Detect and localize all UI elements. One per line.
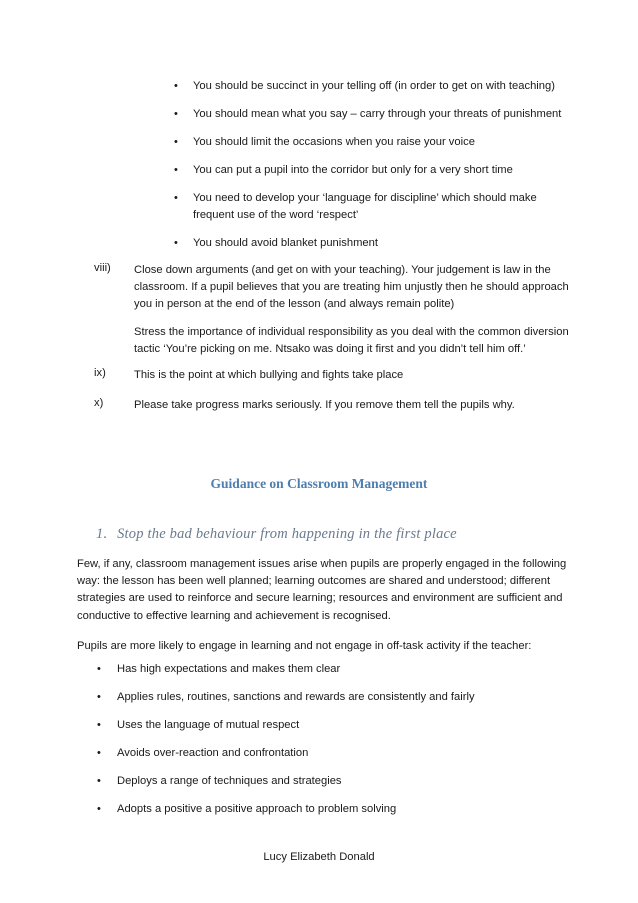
list-item: • Has high expectations and makes them clear — [97, 661, 567, 678]
bullet-icon: • — [97, 663, 101, 675]
list-item: • Applies rules, routines, sanctions and rewards are consistently and fairly — [97, 689, 567, 706]
bullet-icon: • — [97, 747, 101, 759]
roman-paragraph: Close down arguments (and get on with your teaching). Your judgement is law in the classroom. If a pupil believes that you are treating him unjustly then he should approach you in person at the end of the lesson (and always remain polite) — [134, 264, 569, 310]
roman-item-text: Please take progress marks seriously. If you remove them tell the pupils why. — [134, 399, 515, 411]
roman-numeral: x) — [94, 397, 104, 409]
list-item: • Adopts a positive a positive approach to problem solving — [97, 801, 567, 818]
roman-item-viii — [94, 262, 574, 369]
roman-item-text — [134, 262, 574, 358]
roman-item-x — [94, 397, 574, 414]
bullet-icon: • — [174, 192, 178, 204]
list-item: • You should mean what you say – carry through your threats of punishment — [174, 106, 574, 123]
list-item: • You should avoid blanket punishment — [174, 235, 574, 252]
bullet-icon: • — [97, 719, 101, 731]
discipline-bullet-list — [174, 78, 574, 263]
roman-numeral: viii) — [94, 262, 111, 274]
bullet-icon: • — [97, 803, 101, 815]
page-footer: Lucy Elizabeth Donald — [263, 851, 375, 863]
roman-item-text: This is the point at which bullying and fights take place — [134, 369, 404, 381]
list-item: • You need to develop your ‘language for discipline’ which should make frequent use of the word ‘respect’ — [174, 192, 537, 221]
section-title: Stop the bad behaviour from happening in the first place — [117, 526, 457, 542]
bullet-icon: • — [174, 108, 178, 120]
roman-numeral: ix) — [94, 367, 106, 379]
roman-item-ix — [94, 367, 574, 384]
bullet-icon: • — [174, 237, 178, 249]
list-item: • Uses the language of mutual respect — [97, 717, 567, 734]
body-paragraph: Few, if any, classroom management issues arise when pupils are properly engaged in the following way: the lesson has been well planned; learning outcomes are shared and understood; different strategies are used to reinforce and secure learning; resources and environment are sufficient and conductive to effective learning and achievement is recognised. — [77, 558, 567, 622]
list-item: • Deploys a range of techniques and strategies — [97, 773, 567, 790]
bullet-icon: • — [174, 164, 178, 176]
roman-paragraph: Stress the importance of individual responsibility as you deal with the common diversion tactic ‘You’re picking on me. Ntsako was doing it first and you didn’t tell him off.’ — [134, 326, 569, 355]
main-heading: Guidance on Classroom Management — [210, 476, 428, 491]
list-item: • You can put a pupil into the corridor but only for a very short time — [174, 162, 574, 179]
section-number: 1. — [96, 526, 108, 542]
bullet-icon: • — [97, 691, 101, 703]
bullet-icon: • — [174, 80, 178, 92]
section-heading — [96, 526, 457, 543]
list-item: • You should be succinct in your telling off (in order to get on with teaching) — [174, 78, 574, 95]
list-item: • Avoids over-reaction and confrontation — [97, 745, 567, 762]
bullet-icon: • — [174, 136, 178, 148]
teacher-bullet-list — [97, 661, 567, 829]
bullet-icon: • — [97, 775, 101, 787]
body-paragraph: Pupils are more likely to engage in learning and not engage in off-task activity if the teacher: — [77, 640, 532, 652]
list-item: • You should limit the occasions when you raise your voice — [174, 134, 574, 151]
